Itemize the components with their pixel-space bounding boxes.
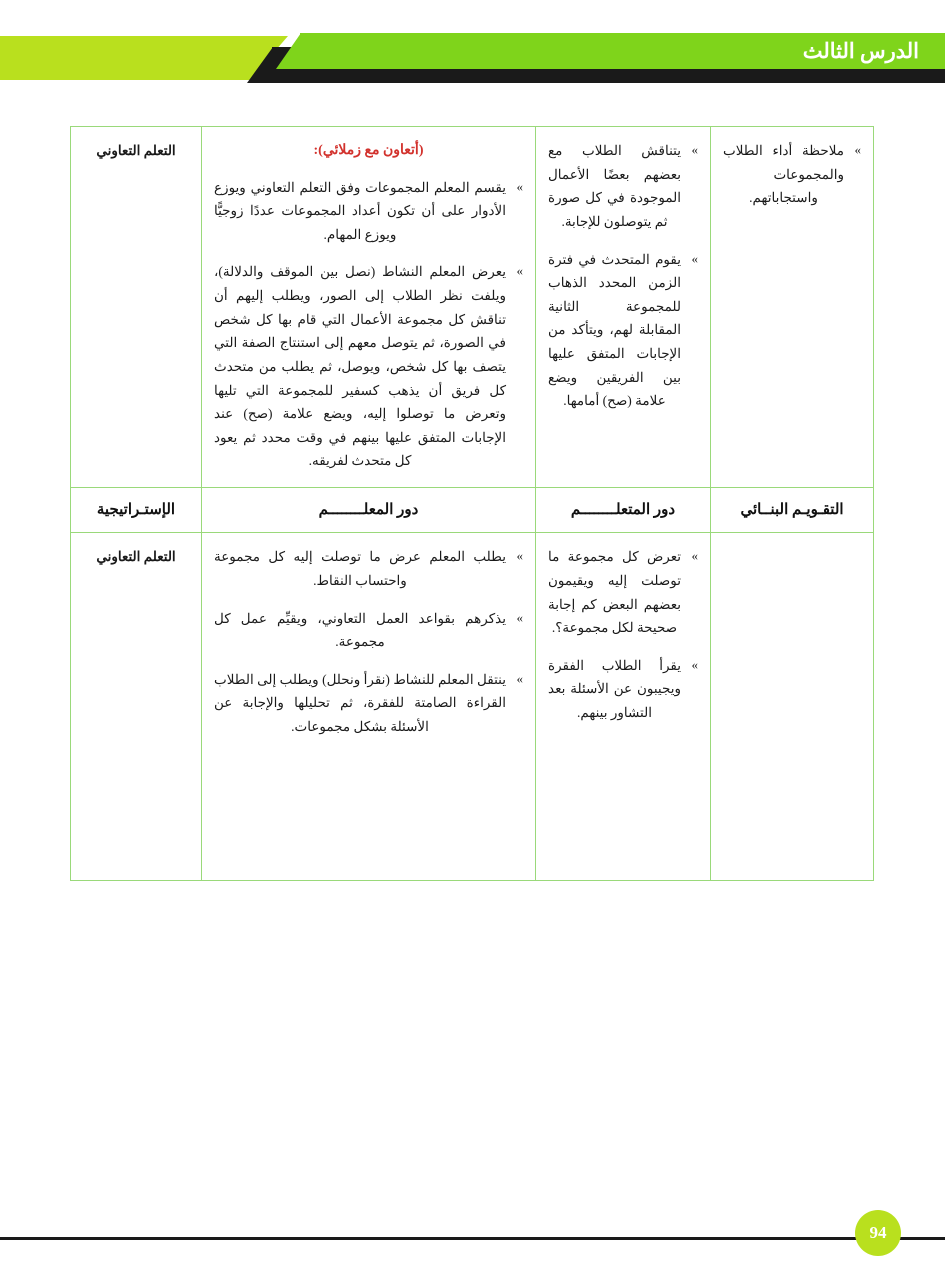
list-item-text: تعرض كل مجموعة ما توصلت إليه ويقيمون بعضهم البعض كم إجابة صحيحة لكل مجموعة؟.: [548, 549, 681, 636]
list-item-text: يتناقش الطلاب مع بعضهم بعضًا الأعمال الموجودة في كل صورة ثم يتوصلون للإجابة.: [548, 143, 681, 229]
bullet-icon: »: [691, 548, 698, 564]
teacher-list-1: [214, 176, 523, 474]
column-header-strategy: الإستـراتيجية: [71, 488, 202, 533]
learner-cell-2: [536, 533, 711, 881]
bullet-icon: »: [516, 178, 523, 194]
bullet-icon: »: [516, 548, 523, 564]
header-shadow-tail: [247, 47, 273, 83]
bullet-icon: »: [516, 263, 523, 279]
lesson-title: الدرس الثالث: [802, 39, 919, 63]
list-item: [548, 545, 698, 640]
footer-divider: [0, 1237, 945, 1240]
page-number-badge: 94: [855, 1210, 901, 1256]
strategy-cell-2: التعلم التعاوني: [71, 533, 202, 881]
header-lime-block: [0, 36, 250, 80]
teacher-cell-1: [202, 127, 536, 488]
list-item: [548, 248, 698, 413]
bullet-icon: »: [854, 142, 861, 157]
list-item: [214, 545, 523, 592]
table-row: [71, 533, 874, 881]
bullet-icon: »: [516, 609, 523, 625]
column-header-learner: دور المتعلــــــــم: [536, 488, 711, 533]
list-item: [548, 654, 698, 725]
column-header-assessment: التقـويـم البنــائي: [711, 488, 874, 533]
lesson-plan-table: [70, 126, 874, 881]
teacher-cell-title: (أتعاون مع زملائي):: [313, 143, 424, 158]
lesson-plan-table-wrapper: [71, 126, 874, 881]
list-item-text: يقوم المتحدث في فترة الزمن المحدد الذهاب للمجموعة الثانية المقابلة لهم، ويتأكد من الإجابات المتفق عليها بين الفريقين ويضع علامة (صح) أمامها.: [548, 251, 681, 409]
assessment-cell-2: [711, 533, 874, 881]
teacher-list-2: [214, 545, 523, 738]
list-item: [214, 668, 523, 739]
table-row: [71, 127, 874, 488]
list-item-text: يقسم المعلم المجموعات وفق التعلم التعاوني ويوزع الأدوار على أن تكون أعداد المجموعات عددًا زوجيًّا ويوزع المهام.: [214, 179, 506, 242]
learner-list-2: [548, 545, 698, 724]
list-item-text: يطلب المعلم عرض ما توصلت إليه كل مجموعة واحتساب النقاط.: [214, 549, 506, 588]
page-header: [0, 0, 945, 92]
header-green-tail: [276, 33, 301, 69]
bullet-icon: »: [516, 670, 523, 686]
learner-list-1: [548, 139, 698, 413]
list-item-text: يذكرهم بقواعد العمل التعاوني، ويقيِّم عمل كل مجموعة.: [214, 610, 506, 650]
assessment-cell-1: [711, 127, 874, 488]
table-header-row: [71, 488, 874, 533]
list-item-text: يعرض المعلم النشاط (نصل بين الموقف والدلالة)، ويلفت نظر الطلاب إلى الصور، ويطلب إليهم أن تناقش كل مجموعة الأعمال التي قام بها كل شخص في الصورة، ثم يتوصل معهم إلى استنتاج الصفة التي يتصف بها كل شخص، ويوصل، ثم يطلب من متحدث كل فريق أن يذهب كسفير للمجموعة التي تليها وتعرض ما توصلوا إليه، ويضع علامة (صح) عند الإجابات المتفق عليها بينهم في وقت محدد ثم يعود كل متحدث لفريقه.: [214, 264, 506, 469]
list-item: [214, 607, 523, 654]
list-item: [214, 260, 523, 473]
bullet-icon: »: [691, 656, 698, 672]
bullet-icon: »: [691, 142, 698, 157]
assessment-list-1: [723, 139, 861, 210]
list-item-text: ينتقل المعلم للنشاط (نقرأ ونحلل) ويطلب إلى الطلاب القراءة الصامتة للفقرة، ثم تحليلها والإجابة عن الأسئلة بشكل مجموعات.: [214, 671, 506, 734]
learner-cell-1: [536, 127, 711, 488]
list-item: [723, 139, 861, 210]
strategy-cell-1: التعلم التعاوني: [71, 127, 202, 488]
list-item: [548, 139, 698, 234]
column-header-teacher: دور المعلــــــــم: [202, 488, 536, 533]
list-item-text: يقرأ الطلاب الفقرة ويجيبون عن الأسئلة بعد التشاور بينهم.: [548, 657, 681, 720]
list-item: [214, 176, 523, 247]
list-item-text: ملاحظة أداء الطلاب والمجموعات واستجاباتهم.: [723, 143, 844, 206]
teacher-cell-2: [202, 533, 536, 881]
bullet-icon: »: [691, 250, 698, 266]
